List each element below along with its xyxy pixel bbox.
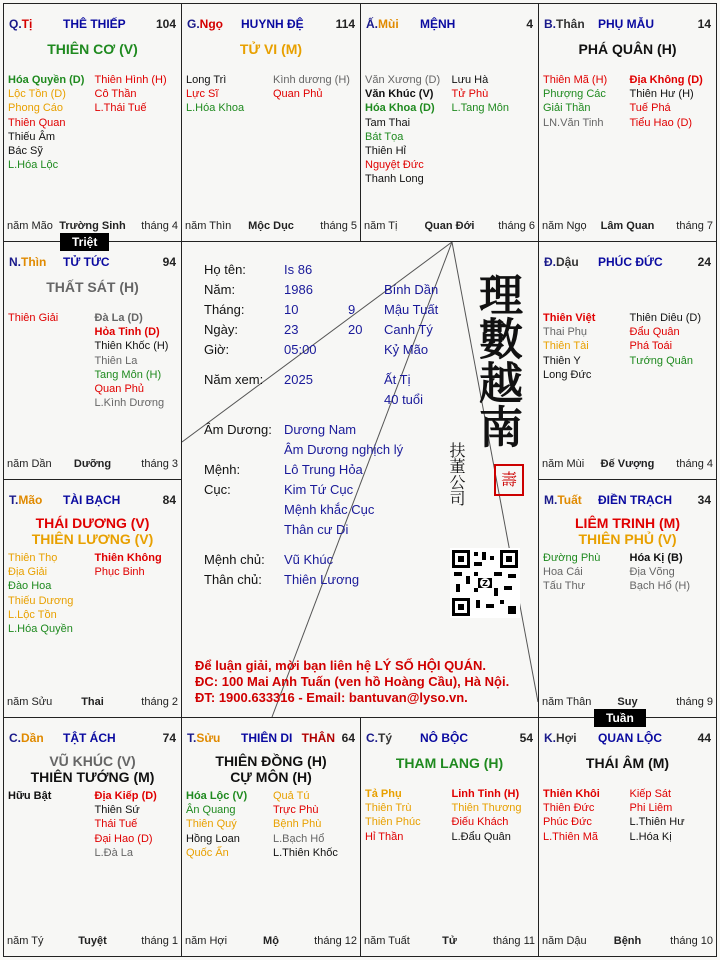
major-star: THAM LANG (H) bbox=[395, 755, 504, 771]
minor-star: Đại Hao (D) bbox=[94, 832, 153, 845]
minor-star: Hữu Bật bbox=[8, 790, 52, 802]
menh-value: Lô Trung Hỏa bbox=[284, 462, 363, 477]
minor-star: Phục Binh bbox=[94, 566, 145, 579]
minor-stars-left bbox=[365, 787, 421, 844]
palace-branch: Tị bbox=[21, 17, 33, 31]
minor-star: Địa Giải bbox=[8, 566, 48, 579]
minor-star: Lưu Hà bbox=[451, 74, 489, 86]
palace-phase: Bệnh bbox=[613, 935, 642, 947]
palace-content-thin bbox=[3, 241, 182, 480]
palace-content-than bbox=[538, 3, 717, 242]
minor-star: Thiên La bbox=[94, 354, 138, 367]
minor-star: Thiên Hỉ bbox=[365, 145, 406, 158]
palace-content-suu bbox=[181, 717, 361, 957]
palace-number: 94 bbox=[162, 255, 176, 269]
menh-label: Mệnh: bbox=[204, 462, 241, 477]
menh-chu-value: Vũ Khúc bbox=[284, 552, 334, 567]
palace-month: tháng 1 bbox=[141, 935, 178, 947]
minor-star: Ân Quang bbox=[186, 804, 236, 817]
svg-text:Z: Z bbox=[482, 579, 488, 588]
minor-star: Quốc Ấn bbox=[186, 846, 229, 859]
palace-month: tháng 11 bbox=[492, 935, 535, 947]
palace-month: tháng 5 bbox=[320, 220, 357, 232]
minor-star: Thiên Trù bbox=[365, 802, 412, 815]
minor-stars-right bbox=[630, 73, 703, 130]
palace-code: T.Sửu bbox=[187, 731, 221, 745]
month-value: 10 bbox=[284, 302, 299, 317]
name-label: Họ tên: bbox=[204, 262, 246, 277]
palace-branch: Ngọ bbox=[199, 17, 223, 31]
palace-year: năm Dần bbox=[7, 458, 52, 470]
palace-number: 64 bbox=[341, 731, 355, 745]
minor-stars-right bbox=[95, 551, 162, 579]
palace-phase: Thai bbox=[81, 696, 104, 708]
palace-year: năm Tuất bbox=[364, 935, 410, 947]
palace-number: 54 bbox=[519, 731, 533, 745]
palace-footer bbox=[7, 458, 178, 472]
cuc-label: Cục: bbox=[204, 482, 231, 497]
minor-stars-right bbox=[630, 787, 685, 844]
minor-star: Hóa Lộc (V) bbox=[186, 790, 248, 802]
palace-phase: Trường Sinh bbox=[59, 220, 126, 232]
hour-value: 05:00 bbox=[284, 342, 317, 357]
palace-code: C.Tý bbox=[366, 731, 393, 745]
palace-code: Ấ.Mùi bbox=[366, 17, 399, 31]
day-can: Canh Tý bbox=[384, 322, 433, 337]
palace-year: năm Tý bbox=[7, 935, 44, 947]
palace-year: năm Thìn bbox=[185, 220, 232, 232]
minor-star: Bác Sỹ bbox=[8, 145, 43, 158]
palace-footer bbox=[7, 696, 178, 710]
year-value: 1986 bbox=[284, 282, 313, 297]
minor-star: Tướng Quân bbox=[629, 354, 693, 367]
minor-star: L.Tang Môn bbox=[451, 102, 509, 115]
minor-stars-right bbox=[95, 311, 169, 410]
palace-branch: Thân bbox=[556, 17, 585, 31]
minor-star: L.Hóa Quyền bbox=[8, 623, 73, 636]
minor-star: Thiên Việt bbox=[543, 312, 596, 324]
palace-content-ti bbox=[3, 3, 182, 242]
palace-number: 34 bbox=[697, 493, 711, 507]
palace-code: Q.Tị bbox=[9, 17, 33, 31]
minor-star: Quan Phủ bbox=[273, 88, 323, 101]
palace-month: tháng 9 bbox=[676, 696, 713, 708]
palace-number: 24 bbox=[697, 255, 711, 269]
minor-star: L.Lộc Tồn bbox=[8, 608, 57, 621]
minor-star: Bát Tọa bbox=[365, 130, 404, 143]
palace-month: tháng 2 bbox=[141, 696, 178, 708]
minor-star: Tấu Thư bbox=[543, 580, 586, 593]
minor-star: Lực Sĩ bbox=[186, 88, 219, 101]
palace-footer bbox=[7, 935, 178, 949]
minor-star: Kình dương (H) bbox=[273, 74, 350, 86]
minor-star: L.Hóa Kị bbox=[629, 830, 672, 843]
palace-phase: Lâm Quan bbox=[600, 220, 655, 232]
palace-footer bbox=[542, 458, 713, 472]
palace-number: 14 bbox=[697, 17, 711, 31]
palace-code: G.Ngọ bbox=[187, 17, 223, 31]
palace-footer bbox=[7, 220, 178, 234]
minor-star: Thiên Hư (H) bbox=[629, 88, 694, 101]
minor-star: Thái Tuế bbox=[94, 818, 138, 831]
palace-year: năm Ngọ bbox=[542, 220, 587, 232]
minor-star: L.Hóa Lộc bbox=[8, 159, 59, 172]
palace-house-name: THÊ THIẾP bbox=[63, 17, 126, 31]
palace-footer bbox=[364, 220, 535, 234]
contact-line-2: ĐC: 100 Mai Anh Tuấn (ven hồ Hoàng Cầu), Hà Nội. bbox=[195, 674, 510, 689]
palace-year: năm Dậu bbox=[542, 935, 587, 947]
minor-star: Địa Kiếp (D) bbox=[94, 790, 157, 802]
minor-stars-left bbox=[543, 311, 595, 382]
minor-star: Hỏa Tinh (D) bbox=[94, 326, 160, 339]
minor-star: Cô Thần bbox=[94, 88, 137, 101]
palace-number: 114 bbox=[335, 17, 355, 31]
palace-house-name: ĐIỀN TRẠCH bbox=[598, 493, 672, 507]
minor-star: L.Thái Tuế bbox=[94, 102, 147, 115]
minor-stars-right bbox=[95, 73, 167, 116]
amduong-note: Âm Dương nghịch lý bbox=[284, 442, 404, 457]
minor-star: Hóa Khoa (D) bbox=[365, 102, 435, 115]
minor-star: L.Bạch Hổ bbox=[273, 832, 325, 845]
palace-month: tháng 6 bbox=[498, 220, 535, 232]
tuan-marker: Tuần bbox=[594, 709, 646, 727]
contact-line-3[interactable]: ĐT: 1900.633316 - Email: bantuvan@lyso.vn. bbox=[195, 690, 468, 705]
minor-star: Thiên Giải bbox=[8, 312, 59, 324]
major-star: LIÊM TRINH (M) bbox=[575, 515, 680, 531]
palace-branch: Thìn bbox=[21, 255, 47, 269]
palace-house-name: NÔ BỘC bbox=[420, 731, 468, 745]
minor-star: Thiên Khốc (H) bbox=[94, 340, 169, 353]
minor-stars-left bbox=[8, 551, 73, 636]
day-value: 23 bbox=[284, 322, 299, 337]
minor-star: Hỉ Thần bbox=[365, 830, 404, 843]
minor-star: Bệnh Phù bbox=[273, 818, 322, 831]
minor-star: L.Đà La bbox=[94, 846, 134, 859]
minor-star: Thiên Phúc bbox=[365, 816, 421, 829]
palace-house-name: PHÚC ĐỨC bbox=[598, 255, 663, 269]
palace-number: 74 bbox=[162, 731, 176, 745]
minor-star: Tam Thai bbox=[365, 116, 411, 129]
minor-star: Phượng Các bbox=[543, 88, 606, 101]
minor-stars-right bbox=[273, 73, 350, 101]
palace-content-dau bbox=[538, 241, 717, 480]
minor-star: Hồng Loan bbox=[186, 832, 240, 845]
palace-content-mui bbox=[360, 3, 539, 242]
palace-branch: Dậu bbox=[556, 255, 579, 269]
minor-star: Thiên Mã (H) bbox=[543, 74, 608, 86]
minor-star: L.Thiên Hư bbox=[629, 816, 685, 829]
minor-star: Phong Cáo bbox=[8, 102, 64, 115]
minor-star: Văn Xương (D) bbox=[365, 74, 441, 86]
palace-content-tuat bbox=[538, 479, 717, 718]
minor-stars-right bbox=[452, 73, 509, 116]
palace-branch: Hợi bbox=[556, 731, 577, 745]
palace-branch: Mùi bbox=[378, 17, 399, 31]
major-star: THẤT SÁT (H) bbox=[46, 279, 139, 295]
minor-star: L.Thiên Khốc bbox=[273, 846, 338, 859]
major-star: THIÊN ĐỒNG (H) bbox=[215, 753, 327, 769]
palace-house-name: TÀI BẠCH bbox=[63, 493, 121, 507]
minor-star: Thiên Quý bbox=[186, 818, 237, 831]
major-star: THIÊN PHỦ (V) bbox=[578, 531, 677, 547]
minor-star: Thai Phụ bbox=[543, 326, 588, 339]
minor-stars-right bbox=[273, 789, 338, 860]
minor-star: Hóa Kị (B) bbox=[629, 552, 683, 564]
major-star: VŨ KHÚC (V) bbox=[49, 753, 136, 769]
view-year-label: Năm xem: bbox=[204, 372, 264, 387]
day-lunar: 20 bbox=[348, 322, 363, 337]
minor-star: Nguyệt Đức bbox=[365, 159, 424, 172]
minor-stars-left bbox=[8, 789, 51, 803]
palace-footer bbox=[185, 935, 357, 949]
palace-phase: Dưỡng bbox=[73, 458, 112, 470]
palace-year: năm Sửu bbox=[7, 696, 53, 708]
palace-house-name: HUYNH ĐỆ bbox=[241, 17, 304, 31]
major-star: THÁI DƯƠNG (V) bbox=[35, 515, 150, 531]
palace-month: tháng 10 bbox=[670, 935, 713, 947]
palace-house-name: PHỤ MẪU bbox=[598, 17, 654, 31]
minor-star: L.Thiên Mã bbox=[543, 830, 599, 843]
minor-star: Thiếu Âm bbox=[8, 130, 56, 143]
palace-phase: Mộc Dục bbox=[248, 220, 294, 232]
minor-star: Đào Hoa bbox=[8, 580, 52, 593]
minor-star: Tuế Phá bbox=[629, 102, 671, 115]
than-position: Thân cư Di bbox=[284, 522, 349, 537]
minor-star: Bạch Hổ (H) bbox=[629, 580, 691, 593]
hour-label: Giờ: bbox=[204, 342, 230, 357]
minor-star: Quan Phủ bbox=[94, 383, 145, 396]
minor-star: Thiên Sứ bbox=[94, 804, 140, 817]
minor-star: Phúc Đức bbox=[543, 816, 592, 829]
palace-phase: Quan Đới bbox=[424, 220, 475, 232]
palace-content-dan bbox=[3, 717, 182, 957]
palace-phase: Tử bbox=[442, 935, 457, 947]
minor-star: Thanh Long bbox=[365, 173, 424, 186]
minor-stars-left bbox=[543, 551, 600, 594]
minor-stars-left bbox=[365, 73, 440, 187]
hour-can: Kỷ Mão bbox=[384, 342, 429, 357]
minor-star: Giải Thần bbox=[543, 102, 591, 115]
palace-phase: Tuyệt bbox=[78, 935, 107, 947]
minor-stars-right bbox=[452, 787, 522, 844]
minor-star: Địa Không (D) bbox=[629, 74, 703, 86]
minor-star: Hoa Cái bbox=[543, 566, 583, 579]
minor-stars-left bbox=[8, 73, 84, 172]
minor-star: Trực Phù bbox=[273, 804, 319, 817]
red-stamp: 壽 bbox=[494, 464, 524, 496]
palace-branch: Tuất bbox=[557, 493, 582, 507]
palace-phase: Mộ bbox=[263, 935, 279, 947]
palace-content-hoi bbox=[538, 717, 717, 957]
than-chu-label: Thân chủ: bbox=[204, 572, 262, 587]
palace-phase: Đế Vượng bbox=[600, 458, 655, 470]
minor-star: Thiếu Dương bbox=[8, 594, 74, 607]
minor-star: Phi Liêm bbox=[629, 802, 673, 815]
palace-footer bbox=[542, 935, 713, 949]
palace-footer bbox=[542, 220, 713, 234]
palace-number: 44 bbox=[697, 731, 711, 745]
minor-star: Linh Tinh (H) bbox=[451, 788, 520, 800]
center-panel bbox=[182, 242, 538, 717]
calligraphy-seal: 理數越南 bbox=[471, 272, 522, 448]
minor-star: Điếu Khách bbox=[451, 816, 509, 829]
than-marker: THÂN bbox=[301, 731, 335, 745]
minor-star: Thiên Quan bbox=[8, 116, 66, 129]
minor-stars-left bbox=[543, 73, 607, 130]
major-star: THIÊN TƯỚNG (M) bbox=[30, 769, 155, 785]
palace-content-ty bbox=[360, 717, 539, 957]
minor-star: Kiếp Sát bbox=[629, 788, 672, 800]
day-label: Ngày: bbox=[204, 322, 238, 337]
palace-code: N.Thìn bbox=[9, 255, 47, 269]
minor-star: Tả Phụ bbox=[365, 788, 402, 800]
qr-code[interactable] bbox=[450, 548, 520, 618]
palace-month: tháng 4 bbox=[676, 458, 713, 470]
contact-line-1: Để luận giải, mời bạn liên hệ LÝ SỐ HỘI QUÁN. bbox=[195, 658, 486, 673]
palace-footer bbox=[542, 696, 713, 710]
menh-chu-label: Mệnh chủ: bbox=[204, 552, 265, 567]
palace-footer bbox=[185, 220, 357, 234]
month-can: Mậu Tuất bbox=[384, 302, 439, 317]
minor-star: Quả Tú bbox=[273, 790, 310, 802]
minor-star: Long Trì bbox=[186, 74, 227, 86]
minor-star: Phá Toái bbox=[629, 340, 673, 353]
minor-star: Đường Phù bbox=[543, 552, 601, 564]
palace-branch: Tý bbox=[378, 731, 393, 745]
palace-month: tháng 3 bbox=[141, 458, 178, 470]
minor-star: L.Đẩu Quân bbox=[451, 830, 511, 843]
minor-stars-left bbox=[186, 789, 247, 860]
palace-branch: Dần bbox=[21, 731, 44, 745]
name-value: Is 86 bbox=[284, 262, 313, 277]
palace-month: tháng 12 bbox=[314, 935, 357, 947]
minor-star: Địa Võng bbox=[629, 566, 675, 579]
minor-star: Thiên Thương bbox=[451, 802, 522, 815]
palace-code: T.Mão bbox=[9, 493, 43, 507]
palace-branch: Sửu bbox=[196, 731, 221, 745]
view-year-can: Ất Tị bbox=[384, 372, 411, 387]
minor-stars-left bbox=[186, 73, 244, 116]
palace-number: 104 bbox=[155, 17, 176, 31]
age: 40 tuổi bbox=[384, 392, 424, 407]
minor-star: Tử Phù bbox=[451, 88, 489, 101]
triet-marker: Triệt bbox=[60, 233, 109, 251]
minor-star: Hóa Quyền (D) bbox=[8, 74, 85, 86]
palace-house-name: TẬT ÁCH bbox=[63, 731, 116, 745]
month-lunar: 9 bbox=[348, 302, 356, 317]
major-star: PHÁ QUÂN (H) bbox=[578, 41, 677, 57]
minor-star: Thiên Đức bbox=[543, 802, 595, 815]
palace-month: tháng 7 bbox=[676, 220, 713, 232]
minor-stars-right bbox=[630, 551, 691, 594]
year-label: Năm: bbox=[204, 282, 236, 297]
palace-code: B.Thân bbox=[544, 17, 585, 31]
minor-star: Đà La (D) bbox=[94, 312, 143, 324]
palace-footer bbox=[364, 935, 535, 949]
palace-number: 84 bbox=[162, 493, 176, 507]
minor-star: L.Hóa Khoa bbox=[186, 102, 245, 115]
palace-number: 4 bbox=[526, 17, 533, 31]
major-star: THIÊN CƠ (V) bbox=[47, 41, 138, 57]
palace-house-name: THIÊN DI bbox=[241, 731, 293, 745]
minor-stars-left bbox=[543, 787, 600, 844]
palace-year: năm Hợi bbox=[185, 935, 228, 947]
minor-star: Văn Khúc (V) bbox=[365, 88, 434, 101]
amduong-label: Âm Dương: bbox=[204, 422, 272, 437]
year-can: Bính Dần bbox=[384, 282, 439, 297]
minor-star: Đẩu Quân bbox=[629, 326, 680, 339]
minor-star: Thiên Không bbox=[94, 552, 162, 564]
minor-star: Lộc Tồn (D) bbox=[8, 88, 66, 101]
minor-star: L.Kình Dương bbox=[94, 397, 165, 410]
palace-phase: Suy bbox=[617, 696, 638, 708]
palace-year: năm Mùi bbox=[542, 458, 585, 470]
minor-star: Thiên Khôi bbox=[543, 788, 600, 800]
palace-code: C.Dần bbox=[9, 731, 44, 745]
palace-code: M.Tuất bbox=[544, 493, 582, 507]
minor-star: Thiên Diêu (D) bbox=[629, 312, 702, 324]
cuc-relation: Mệnh khắc Cục bbox=[284, 502, 375, 517]
minor-stars-left bbox=[8, 311, 58, 325]
palace-house-name: TỬ TỨC bbox=[63, 255, 110, 269]
palace-year: năm Mão bbox=[7, 220, 53, 232]
minor-star: LN.Văn Tinh bbox=[543, 116, 604, 129]
palace-content-mao bbox=[3, 479, 182, 718]
company-seal-text: 扶董公司 bbox=[447, 442, 466, 506]
minor-star: Thiên Thọ bbox=[8, 552, 58, 564]
minor-stars-right bbox=[630, 311, 702, 368]
major-star: TỬ VI (M) bbox=[239, 41, 303, 57]
view-year-value: 2025 bbox=[284, 372, 313, 387]
major-star: CỰ MÔN (H) bbox=[230, 769, 312, 785]
palace-year: năm Thân bbox=[542, 696, 592, 708]
palace-month: tháng 4 bbox=[141, 220, 178, 232]
palace-house-name: QUAN LỘC bbox=[598, 731, 662, 745]
palace-year: năm Tị bbox=[364, 220, 398, 232]
cuc-value: Kim Tứ Cục bbox=[284, 482, 354, 497]
palace-house-name: MỆNH bbox=[420, 17, 456, 31]
palace-content-ngo bbox=[181, 3, 361, 242]
major-star: THIÊN LƯƠNG (V) bbox=[31, 531, 154, 547]
minor-star: Tang Môn (H) bbox=[94, 368, 162, 381]
amduong-value: Dương Nam bbox=[284, 422, 357, 437]
minor-star: Thiên Y bbox=[543, 354, 581, 367]
month-label: Tháng: bbox=[204, 302, 245, 317]
minor-star: Tiểu Hao (D) bbox=[629, 116, 693, 129]
major-star: THÁI ÂM (M) bbox=[585, 755, 670, 771]
minor-star: Long Đức bbox=[543, 368, 592, 381]
than-chu-value: Thiên Lương bbox=[284, 572, 360, 587]
palace-code: Đ.Dậu bbox=[544, 255, 579, 269]
minor-stars-right bbox=[95, 789, 157, 860]
minor-star: Thiên Tài bbox=[543, 340, 589, 353]
palace-code: K.Hợi bbox=[544, 731, 577, 745]
minor-star: Thiên Hình (H) bbox=[94, 74, 167, 86]
palace-branch: Mão bbox=[18, 493, 43, 507]
